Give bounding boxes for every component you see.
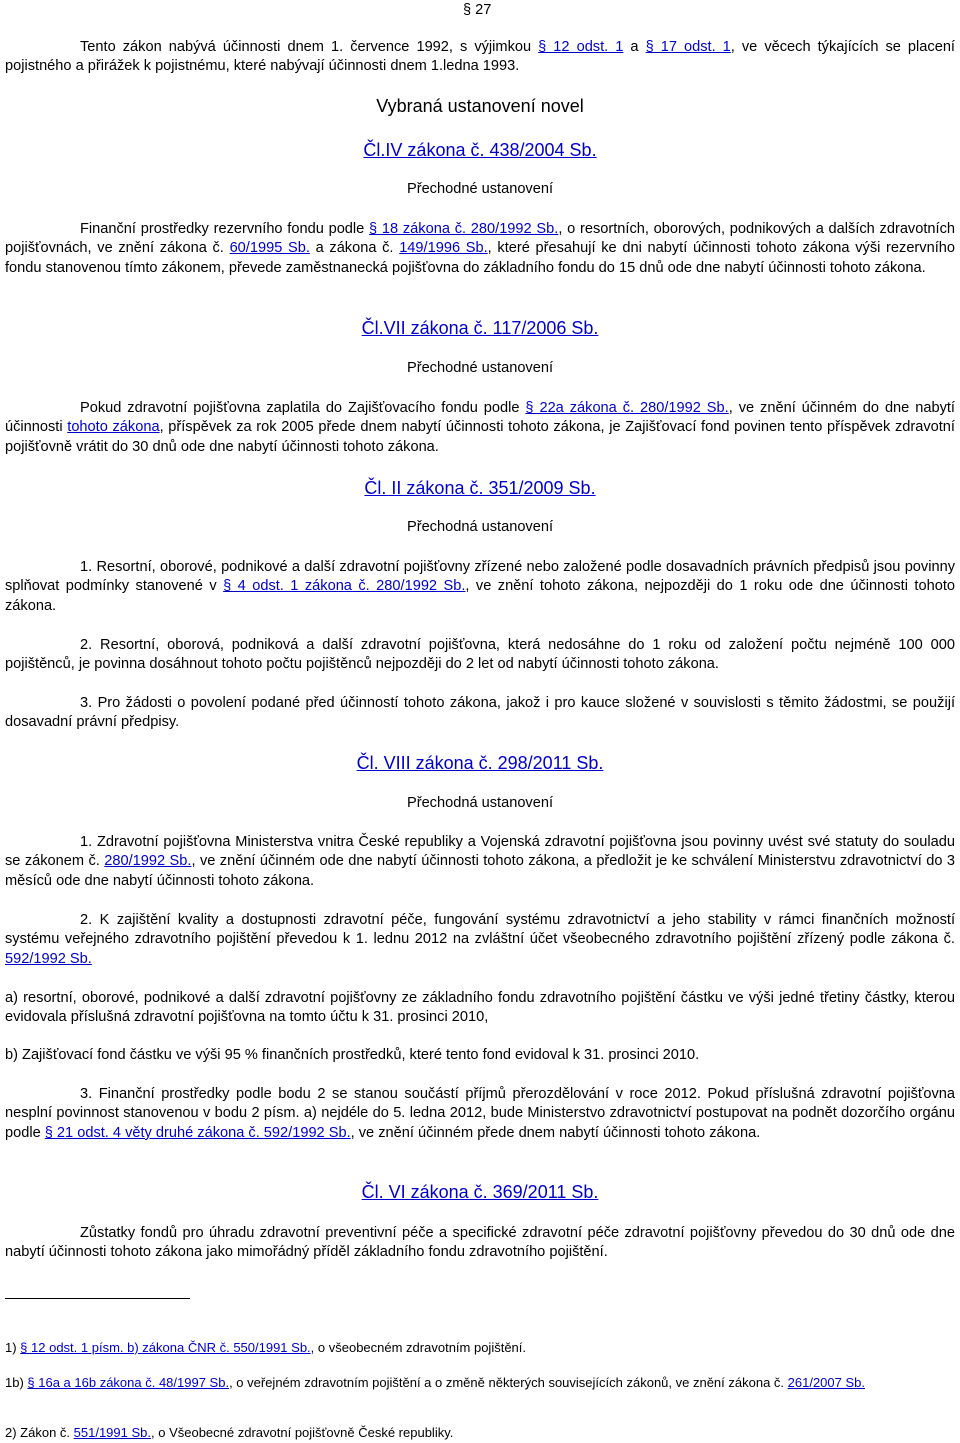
section-title-298-2011[interactable]: Čl. VIII zákona č. 298/2011 Sb. [356,753,604,773]
section-subtitle: Přechodná ustanovení [406,519,554,535]
section-paragraph [5,694,955,733]
page-number: § 27 [463,2,492,18]
link-12-odst-1[interactable]: § 12 odst. 1 [538,39,624,55]
intro-text-1: Tento zákon nabývá účinnosti dnem 1. července 1992, s výjimkou [80,39,539,55]
section-paragraph [5,911,955,969]
paragraph-text: , o resortních, oborových, podnikových a dalších zdravotních pojišťovnách, ve znění zákona č. [5,221,955,257]
footnote-text: , o veřejném zdravotním pojištění a o změně některých souvisejících zákonů, ve znění zákona č. [229,1375,788,1390]
paragraph-text: 1. Resortní, oborové, podnikové a další zdravotní pojišťovny zřízené nebo založené podle dosavadních právních předpisů jsou povinny splňovat podmínky stanovené v [5,559,955,595]
section-paragraph [5,1085,955,1143]
paragraph-text: 2. Resortní, oborová, podniková a další zdravotní pojišťovna, která nedosáhne do 1 roku od založení počtu nejméně 100 000 pojištěnců, je povinna dosáhnout tohoto počtu pojištěnců nejpozději do 2 let od nabytí účinnosti tohoto zákona. [5,637,955,673]
footnote-text: , o všeobecném zdravotním pojištění. [310,1340,527,1355]
section-subtitle: Přechodné ustanovení [406,360,554,376]
novel-title: Vybraná ustanovení novel [376,96,584,116]
section-title-351-2009[interactable]: Čl. II zákona č. 351/2009 Sb. [364,478,596,498]
paragraph-text: , příspěvek za rok 2005 přede dnem nabytí účinnosti tohoto zákona, je Zajišťovací fond povinen tento příspěvek zdravotní pojišťovně vrátit do 30 dnů ode dne nabytí účinnosti tohoto zákona. [5,419,955,455]
list-item-a [5,989,955,1028]
section-paragraph [5,833,955,891]
footnote-link[interactable]: § 16a a 16b zákona č. 48/1997 Sb. [27,1375,230,1390]
section-title-117-2006[interactable]: Čl.VII zákona č. 117/2006 Sb. [361,318,599,338]
paragraph-text: , ve znění účinném ode dne nabytí účinnosti tohoto zákona, a předložit je ke schválení Ministerstvu zdravotnictví do 3 měsíců ode dne nabytí účinnosti tohoto zákona. [5,853,955,889]
paragraph-text: b) Zajišťovací fond částku ve výši 95 % finančních prostředků, které tento fond evidoval k 31. prosinci 2010. [5,1047,700,1063]
intro-text-3: , ve věcech týkajících se placení pojistného a přirážek k pojistnému, které nabývají účinnosti dnem 1.ledna 1993. [5,39,955,75]
link-149-1996[interactable]: 149/1996 Sb. [399,240,488,257]
paragraph-text: , ve znění tohoto zákona, nejpozději do 1 roku ode dne účinnosti tohoto zákona. [5,578,955,614]
paragraph-text: a zákona č. [309,240,400,257]
link-60-1995[interactable]: 60/1995 Sb. [229,240,310,257]
footnote-1 [5,1339,955,1356]
link-18-zakona[interactable]: § 18 zákona č. 280/1992 Sb. [369,221,559,237]
section-paragraph [5,399,955,457]
link-592-1992[interactable]: 592/1992 Sb. [5,950,92,967]
paragraph-text: 3. Pro žádosti o povolení podané před účinností tohoto zákona, jakož i pro kauce složené v souvislosti s těmito žádostmi, se použijí dosavadní právní předpisy. [5,695,955,731]
paragraph-text: 3. Finanční prostředky podle bodu 2 se stanou součástí příjmů přerozdělování v roce 2012. Pokud příslušná zdravotní pojišťovna nesplní povinnost stanovenou v bodu 2 písm. a) nejdéle do 5. ledna 2012, bude Ministerstvo zdravotnictví postupovat na podnět dozorčího orgánu podle [5,1086,955,1141]
footnote-link[interactable]: 261/2007 Sb. [787,1375,865,1390]
footnote-text: , o Všeobecné zdravotní pojišťovně České republiky. [151,1425,454,1440]
paragraph-text: Finanční prostředky rezervního fondu podle [80,221,370,237]
section-paragraph [5,220,955,278]
paragraph-text: Pokud zdravotní pojišťovna zaplatila do Zajišťovacího fondu podle [80,400,526,416]
paragraph-text: , ve znění účinném přede dnem nabytí účinnosti tohoto zákona. [350,1124,761,1141]
paragraph-text: 2. K zajištění kvality a dostupnosti zdravotní péče, fungování systému zdravotnictví a jeho stability v rámci finančních možností systému veřejného zdravotního pojištění převedou k 1. lednu 2012 na zvláštní účet všeobecného zdravotního pojištění zřízený podle zákona č. [5,912,955,948]
intro-text-2: a [623,39,646,55]
link-22a-zakona[interactable]: § 22a zákona č. 280/1992 Sb. [525,400,729,416]
section-title-438-2004[interactable]: Čl.IV zákona č. 438/2004 Sb. [363,140,597,160]
paragraph-text: a) resortní, oborové, podnikové a další zdravotní pojišťovny ze základního fondu zdravotního pojištění částku ve výši jedné třetiny částky, kterou evidovala příslušná zdravotní pojišťovna na tomto účtu k 31. prosinci 2010, [5,990,955,1026]
link-21-odst-4[interactable]: § 21 odst. 4 věty druhé zákona č. 592/1992 Sb. [44,1124,351,1141]
paragraph-text: , které přesahují ke dni nabytí účinnosti tohoto zákona výši rezervního fondu stanovenou tímto zákonem, převede zaměstnanecká pojišťovna do základního fondu do 15 dnů ode dne nabytí účinnosti tohoto zákona. [5,240,955,276]
paragraph-text: Zůstatky fondů pro úhradu zdravotní preventivní péče a specifické zdravotní péče zdravotní pojišťovny převedou do 30 dnů ode dne nabytí účinnosti tohoto zákona jako mimořádný příděl základního fondu zdravotního pojištění. [5,1225,955,1261]
section-paragraph [5,558,955,616]
footnote-text: 1) [5,1340,21,1355]
link-4-odst-1[interactable]: § 4 odst. 1 zákona č. 280/1992 Sb. [223,578,466,595]
section-paragraph [5,636,955,675]
section-subtitle: Přechodné ustanovení [406,181,554,197]
link-tohoto-zakona[interactable]: tohoto zákona [67,419,160,436]
list-item-b [5,1046,955,1065]
paragraph-text: , ve znění účinném do dne nabytí účinnosti [5,400,955,436]
footnote-divider [5,1298,190,1299]
footnote-text: 2) Zákon č. [5,1425,74,1440]
paragraph-text: 1. Zdravotní pojišťovna Ministerstva vnitra České republiky a Vojenská zdravotní pojišťovna jsou povinny uvést své statuty do souladu se zákonem č. [5,834,955,870]
section-paragraph [5,1224,955,1263]
footnote-link[interactable]: 551/1991 Sb. [73,1425,151,1440]
link-280-1992[interactable]: 280/1992 Sb. [104,853,192,870]
footnote-text: 1b) [5,1375,28,1390]
section-title-369-2011[interactable]: Čl. VI zákona č. 369/2011 Sb. [361,1182,599,1202]
intro-paragraph [5,38,955,77]
link-17-odst-1[interactable]: § 17 odst. 1 [645,39,731,55]
section-subtitle: Přechodná ustanovení [406,795,554,811]
footnote-1b [5,1374,955,1391]
footnote-link[interactable]: § 12 odst. 1 písm. b) zákona ČNR č. 550/1991 Sb. [20,1340,311,1355]
footnote-2 [5,1424,955,1441]
